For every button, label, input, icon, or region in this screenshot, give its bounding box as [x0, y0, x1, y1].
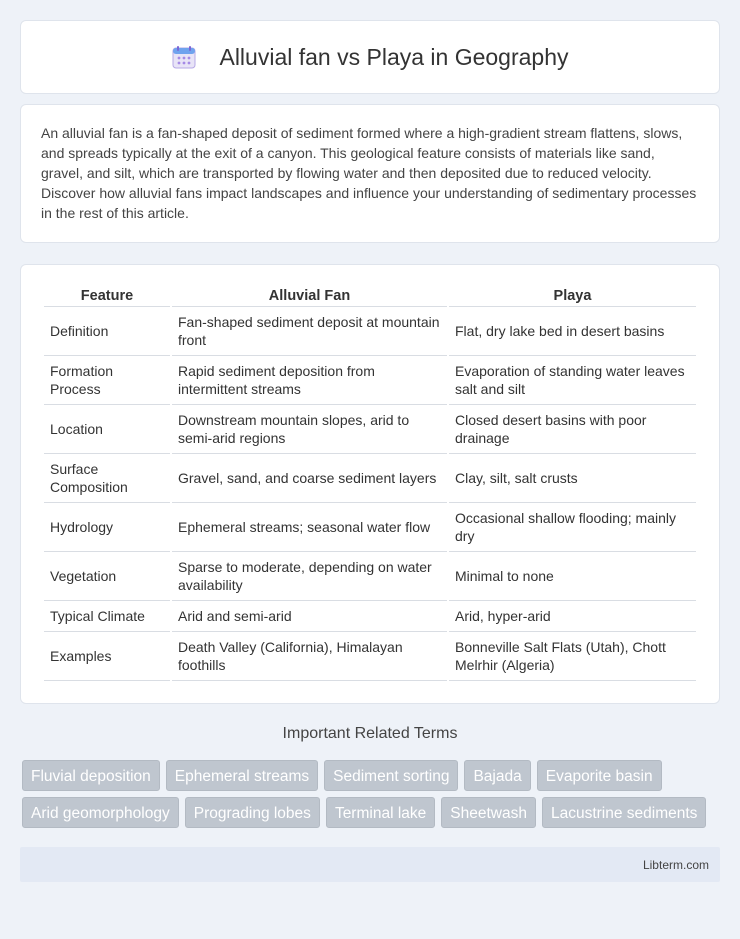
- row-alluvial-fan: Arid and semi-arid: [172, 601, 447, 632]
- header-alluvial-fan: Alluvial Fan: [172, 285, 447, 307]
- header-playa: Playa: [449, 285, 696, 307]
- table-header-row: [44, 285, 696, 307]
- table-row: [44, 454, 696, 503]
- row-feature: Hydrology: [44, 503, 170, 552]
- page-title: Alluvial fan vs Playa in Geography: [219, 43, 569, 70]
- row-playa: Closed desert basins with poor drainage: [449, 405, 696, 454]
- row-feature: Examples: [44, 632, 170, 681]
- row-playa: Occasional shallow flooding; mainly dry: [449, 503, 696, 552]
- row-alluvial-fan: Ephemeral streams; seasonal water flow: [172, 503, 447, 552]
- row-feature: Surface Composition: [44, 454, 170, 503]
- row-alluvial-fan: Sparse to moderate, depending on water availability: [172, 552, 447, 601]
- related-term-tag[interactable]: Prograding lobes: [185, 797, 320, 828]
- row-playa: Arid, hyper-arid: [449, 601, 696, 632]
- row-alluvial-fan: Downstream mountain slopes, arid to semi-arid regions: [172, 405, 447, 454]
- header-card: [20, 20, 720, 94]
- table-row: [44, 356, 696, 405]
- footer: [20, 847, 720, 882]
- row-playa: Minimal to none: [449, 552, 696, 601]
- row-playa: Evaporation of standing water leaves salt and silt: [449, 356, 696, 405]
- table-row: [44, 552, 696, 601]
- row-playa: Clay, silt, salt crusts: [449, 454, 696, 503]
- related-term-tag[interactable]: Fluvial deposition: [22, 760, 160, 791]
- table-row: [44, 632, 696, 681]
- related-terms-list: [22, 760, 718, 834]
- related-term-tag[interactable]: Lacustrine sediments: [542, 797, 706, 828]
- table-row: [44, 601, 696, 632]
- related-term-tag[interactable]: Bajada: [464, 760, 530, 791]
- row-alluvial-fan: Gravel, sand, and coarse sediment layers: [172, 454, 447, 503]
- row-alluvial-fan: Rapid sediment deposition from intermittent streams: [172, 356, 447, 405]
- table-row: [44, 307, 696, 356]
- related-term-tag[interactable]: Arid geomorphology: [22, 797, 179, 828]
- row-playa: Flat, dry lake bed in desert basins: [449, 307, 696, 356]
- row-feature: Location: [44, 405, 170, 454]
- table-row: [44, 405, 696, 454]
- related-term-tag[interactable]: Evaporite basin: [537, 760, 662, 791]
- related-term-tag[interactable]: Terminal lake: [326, 797, 435, 828]
- row-feature: Formation Process: [44, 356, 170, 405]
- row-alluvial-fan: Death Valley (California), Himalayan foothills: [172, 632, 447, 681]
- row-feature: Definition: [44, 307, 170, 356]
- related-terms-title: Important Related Terms: [282, 725, 458, 742]
- table-row: [44, 503, 696, 552]
- intro-text: An alluvial fan is a fan-shaped deposit of sediment formed where a high-gradient stream flattens, slows, and spreads typically at the exit of a canyon. This geological feature consists of materials like sand, gravel, and silt, which are transported by flowing water and then deposited due to reduced velocity. Discover how alluvial fans impact landscapes and influence your understanding of sedimentary processes in the rest of this article.: [41, 125, 697, 221]
- related-term-tag[interactable]: Sheetwash: [441, 797, 536, 828]
- related-term-tag[interactable]: Sediment sorting: [324, 760, 458, 791]
- comparison-table-card: [20, 264, 720, 704]
- row-feature: Vegetation: [44, 552, 170, 601]
- footer-site-link[interactable]: Libterm.com: [642, 857, 709, 872]
- row-feature: Typical Climate: [44, 601, 170, 632]
- row-alluvial-fan: Fan-shaped sediment deposit at mountain front: [172, 307, 447, 356]
- row-playa: Bonneville Salt Flats (Utah), Chott Melrhir (Algeria): [449, 632, 696, 681]
- calendar-icon: [171, 44, 197, 70]
- intro-card: [20, 104, 720, 243]
- comparison-table: [42, 285, 698, 681]
- related-term-tag[interactable]: Ephemeral streams: [166, 760, 318, 791]
- header-feature: Feature: [44, 285, 170, 307]
